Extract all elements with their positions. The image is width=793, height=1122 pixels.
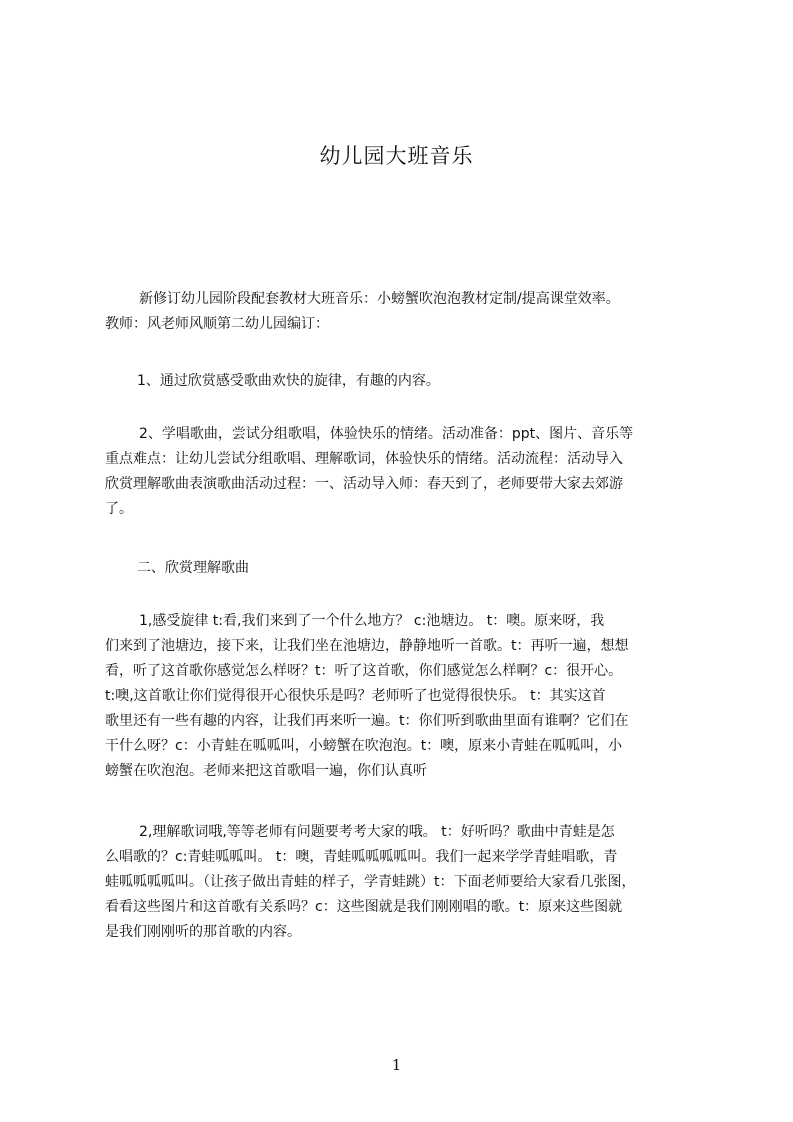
paragraph-line: 重点难点：让幼儿尝试分组歌唱、理解歌词，体验快乐的情绪。活动流程：活动导入	[105, 451, 623, 467]
paragraph-line: 歌里还有一些有趣的内容，让我们再来听一遍。t：你们听到歌曲里面有谁啊？它们在	[105, 713, 629, 729]
paragraph-line: 1,感受旋律 t:看,我们来到了一个什么地方？ c:池塘边。 t：噢。原来呀，我	[139, 613, 605, 629]
paragraph-line: 们来到了池塘边，接下来，让我们坐在池塘边，静静地听一首歌。t：再听一遍，想想	[105, 638, 629, 654]
paragraph-line: 看，听了这首歌你感觉怎么样呀？t：听了这首歌，你们感觉怎么样啊？c：很开心。	[105, 663, 623, 679]
paragraph-line: 1、通过欣赏感受歌曲欢快的旋律，有趣的内容。	[137, 373, 440, 389]
paragraph-line: 么唱歌的？c:青蛙呱呱叫。 t：噢，青蛙呱呱呱呱叫。我们一起来学学青蛙唱歌，青	[105, 849, 618, 865]
paragraph-line: 干什么呀？c：小青蛙在呱呱叫，小螃蟹在吹泡泡。t：噢，原来小青蛙在呱呱叫，小	[105, 738, 623, 754]
paragraph-line: 看看这些图片和这首歌有关系吗？c：这些图就是我们刚刚唱的歌。t：原来这些图就	[105, 899, 623, 915]
lyrics-paragraph	[105, 820, 700, 945]
melody-paragraph	[105, 609, 700, 784]
paragraph-line: 教师：风老师风顺第二幼儿园编订：	[105, 316, 329, 332]
paragraph-line: 是我们刚刚听的那首歌的内容。	[105, 924, 301, 940]
paragraph-line: 螃蟹在吹泡泡。老师来把这首歌唱一遍，你们认真听	[105, 763, 427, 779]
paragraph-line: 欣赏理解歌曲表演歌曲活动过程：一、活动导入师：春天到了，老师要带大家去郊游	[105, 476, 623, 492]
objective-2-paragraph	[105, 422, 700, 522]
paragraph-line: 2、学唱歌曲，尝试分组歌唱，体验快乐的情绪。活动准备：ppt、图片、音乐等	[139, 426, 634, 442]
paragraph-line: 蛙呱呱呱呱叫。（让孩子做出青蛙的样子，学青蛙跳）t：下面老师要给大家看几张图，	[105, 874, 636, 890]
page-number: 1	[391, 1056, 402, 1074]
paragraph-line: 2,理解歌词哦,等等老师有问题要考考大家的哦。 t：好听吗？歌曲中青蛙是怎	[139, 824, 615, 840]
document-title: 幼儿园大班音乐	[319, 144, 474, 168]
intro-paragraph	[105, 287, 700, 337]
section-heading	[105, 556, 700, 581]
section-heading-text: 二、欣赏理解歌曲	[137, 560, 249, 576]
paragraph-line: t:噢,这首歌让你们觉得很开心很快乐是吗？老师听了也觉得很快乐。 t：其实这首	[105, 688, 606, 704]
objective-1-paragraph	[105, 369, 700, 394]
paragraph-line: 新修订幼儿园阶段配套教材大班音乐：小螃蟹吹泡泡教材定制/提高课堂效率。	[139, 291, 620, 307]
paragraph-line: 了。	[105, 501, 133, 517]
